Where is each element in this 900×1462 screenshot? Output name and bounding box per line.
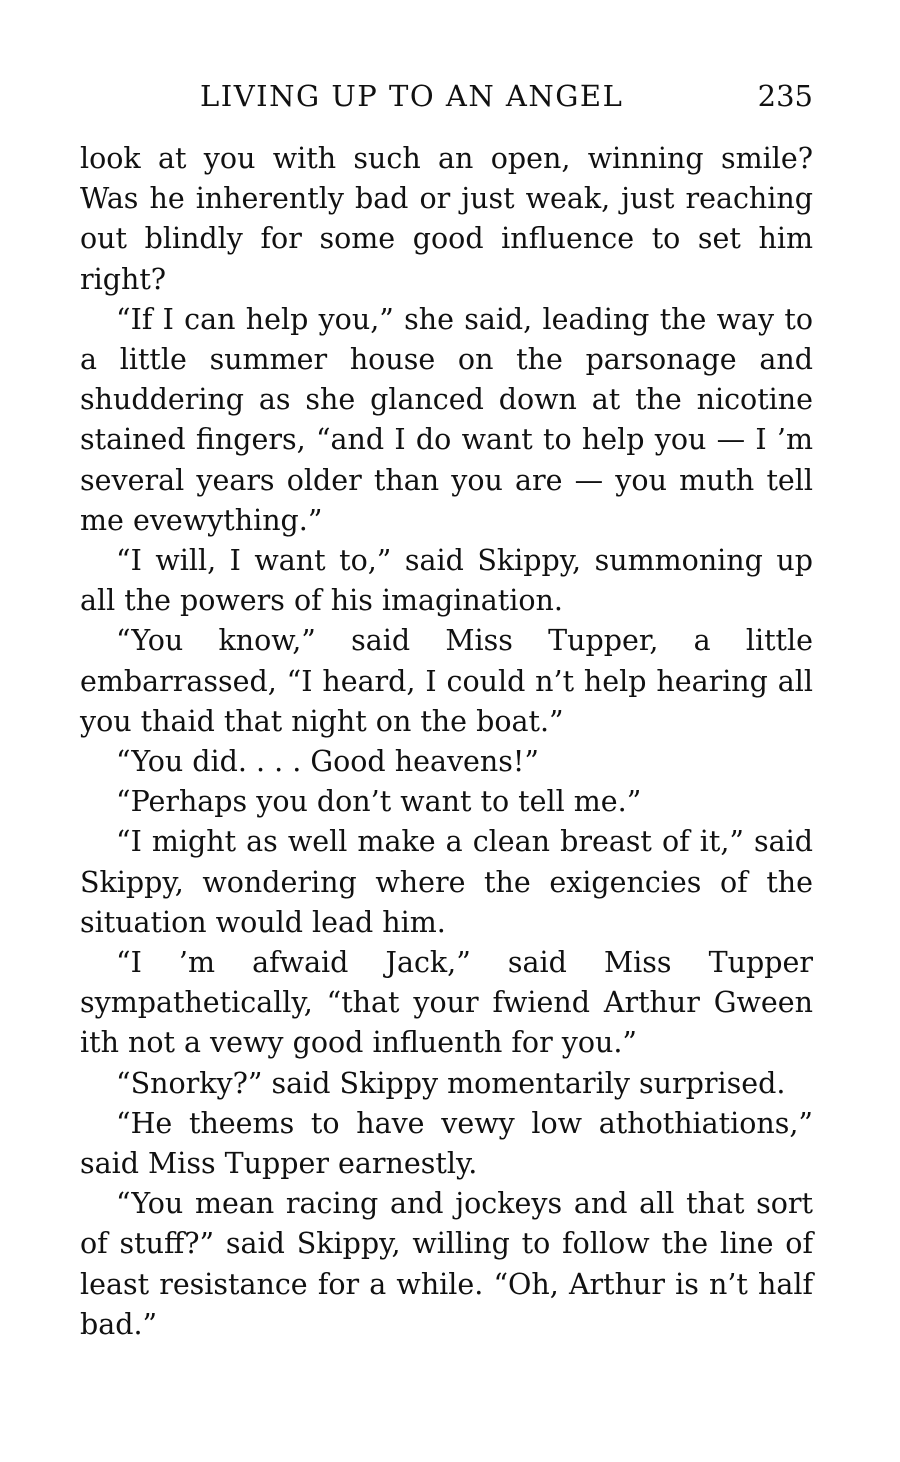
paragraph: “You mean racing and jockeys and all that sort of stuff?” said Skippy, willing to follow the line of least resistance for a while. “Oh, Arthur is n’t half bad.”	[80, 1187, 813, 1341]
running-head	[80, 72, 813, 120]
body-text	[80, 139, 813, 1345]
paragraph: “I will, I want to,” said Skippy, summoning up all the powers of his imagination.	[80, 544, 813, 618]
paragraph: “If I can help you,” she said, leading the way to a little summer house on the parsonage and shuddering as she glanced down at the nicotine stained fingers, “and I do want to help you — I ’m several years older than you are — you muth tell me evewything.”	[80, 302, 813, 537]
paragraph-continuation: look at you with such an open, winning smile? Was he inherently bad or just weak, just reaching out blindly for some good influence to set him right?	[80, 142, 813, 296]
running-title: LIVING UP TO AN ANGEL	[200, 79, 624, 113]
paragraph: “I ’m afwaid Jack,” said Miss Tupper sympathetically, “that your fwiend Arthur Gween ith not a vewy good influenth for you.”	[80, 946, 813, 1060]
paragraph: “You know,” said Miss Tupper, a little embarrassed, “I heard, I could n’t help hearing all you thaid that night on the boat.”	[80, 624, 813, 738]
book-page	[80, 72, 813, 1345]
page-number: 235	[757, 79, 813, 113]
paragraph: “Perhaps you don’t want to tell me.”	[116, 785, 642, 819]
paragraph: “He theems to have vewy low athothiations,” said Miss Tupper earnestly.	[80, 1106, 813, 1181]
paragraph: “I might as well make a clean breast of it,” said Skippy, wondering where the exigencies of the situation would lead him.	[80, 825, 813, 939]
paragraph: “Snorky?” said Skippy momentarily surprised.	[116, 1066, 786, 1100]
paragraph: “You did. . . . Good heavens!”	[116, 745, 539, 779]
